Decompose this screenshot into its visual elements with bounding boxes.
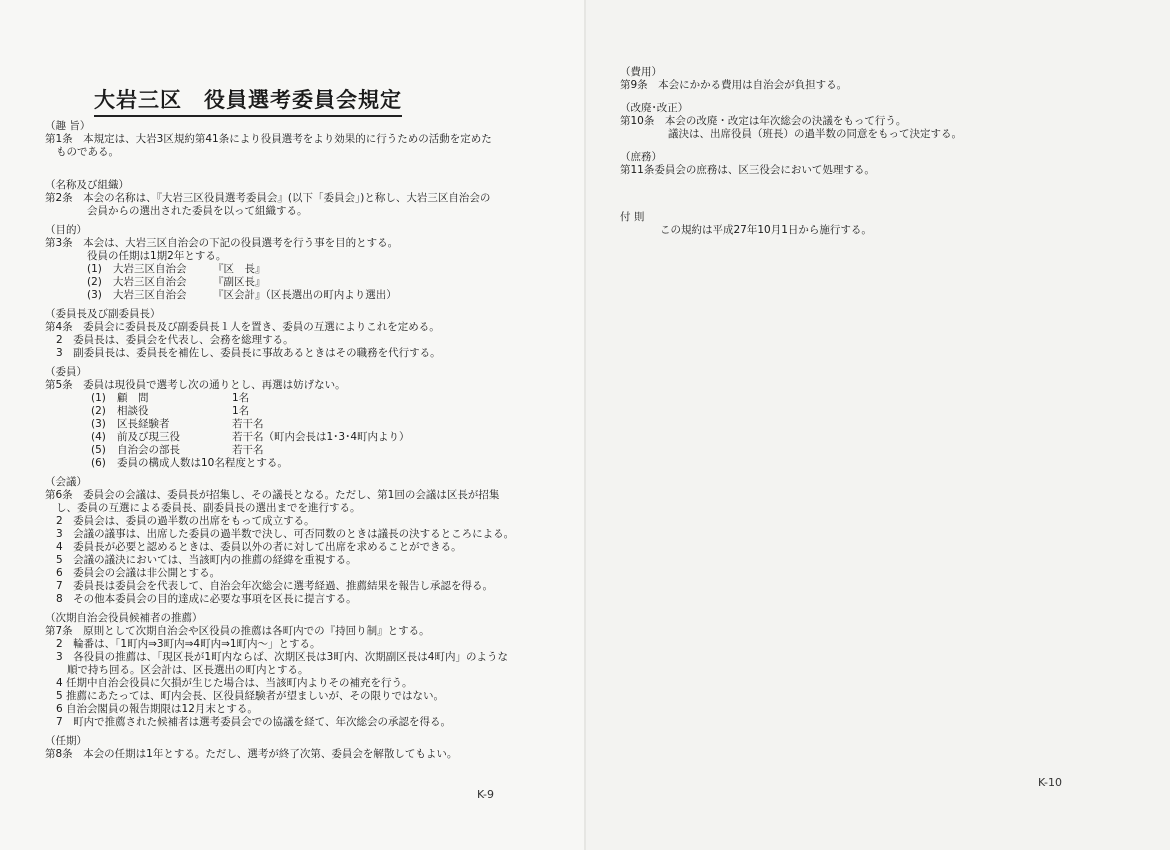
article-7-line: 第7条 原則として次期自治会や区役員の推薦は各町内での『持回り制』とする。 [45, 625, 430, 637]
list-item: (5) 自治会の部長 若干名 [91, 444, 264, 456]
section-amendment [620, 102, 1150, 141]
list-item: (3) 区長経験者 若干名 [91, 418, 264, 430]
article-6-line: 8 その他本委員会の目的達成に必要な事項を区長に提言する。 [56, 593, 357, 605]
article-3-line: 役員の任期は1期2年とする。 [87, 250, 227, 262]
section-heading: （名称及び組織） [45, 179, 129, 191]
article-6-line: 3 会議の議事は、出席した委員の過半数で決し、可否同数のときは議長の決するところによる。 [56, 528, 515, 540]
section-heading: （委員） [45, 366, 87, 378]
article-6-line: 6 委員会の会議は非公開とする。 [56, 567, 221, 579]
article-2-line: 第2条 本会の名称は、『大岩三区役員選考委員会』(以下「委員会」)と称し、大岩三区自治会の [45, 192, 491, 204]
article-1-line: ものである。 [56, 146, 119, 158]
section-members [45, 366, 565, 470]
article-6-line: 5 会議の議決においては、当該町内の推薦の経緯を重視する。 [56, 554, 357, 566]
left-column [45, 120, 565, 767]
article-5-line: 第5条 委員は現役員で選考し次の通りとし、再選は妨げない。 [45, 379, 346, 391]
section-purpose [45, 120, 565, 159]
article-6-line: 2 委員会は、委員の過半数の出席をもって成立する。 [56, 515, 315, 527]
article-7-line: 順で持ち回る。区会計は、区長選出の町内とする。 [67, 664, 309, 676]
section-heading: （趣 旨） [45, 120, 91, 132]
article-6-line: 7 委員長は委員会を代表して、自治会年次総会に選考経過、推薦結果を報告し承認を得る。 [56, 580, 493, 592]
section-heading: （費用） [620, 66, 662, 78]
section-nomination [45, 612, 565, 729]
section-heading: （委員長及び副委員長） [45, 308, 161, 320]
article-10-line: 第10条 本会の改廃・改定は年次総会の決議をもって行う。 [620, 115, 907, 127]
section-heading: （庶務） [620, 151, 662, 163]
article-7-line: 3 各役員の推薦は、「現区長が1町内ならば、次期区長は3町内、次期副区長は4町内」のような [56, 651, 508, 663]
list-item: (1) 顧 問 1名 [91, 392, 250, 404]
list-item: (4) 前及び現三役 若干名（町内会長は1･3･4町内より） [91, 431, 410, 443]
article-4-line: 2 委員長は、委員会を代表し、会務を総理する。 [56, 334, 294, 346]
article-1-line: 第1条 本規定は、大岩3区規約第41条により役員選考をより効果的に行うための活動を定めた [45, 133, 492, 145]
article-4-line: 第4条 委員会に委員長及び副委員長１人を置き、委員の互選によりこれを定める。 [45, 321, 440, 333]
section-name-organization [45, 179, 565, 218]
section-heading: （改廃･改正） [620, 102, 689, 114]
article-6-line: 4 委員長が必要と認めるときは、委員以外の者に対して出席を求めることができる。 [56, 541, 462, 553]
article-3-line: 第3条 本会は、大岩三区自治会の下記の役員選考を行う事を目的とする。 [45, 237, 399, 249]
article-7-line: 2 輪番は、「1町内⇒3町内⇒4町内⇒1町内～」とする。 [56, 638, 321, 650]
section-expenses [620, 66, 1150, 92]
section-heading: （会議） [45, 476, 87, 488]
article-7-line: 4 任期中自治会役員に欠損が生じた場合は、当該町内よりその補充を行う。 [56, 677, 413, 689]
list-item: (2) 大岩三区自治会 『副区長』 [87, 276, 266, 288]
document-title: 大岩三区 役員選考委員会規定 [94, 84, 402, 117]
supplementary-line: この規約は平成27年10月1日から施行する。 [660, 224, 872, 236]
article-7-line: 5 推薦にあたっては、町内会長、区役員経験者が望ましいが、その限りではない。 [56, 690, 445, 702]
article-8-line: 第8条 本会の任期は1年とする。ただし、選考が終了次第、委員会を解散してもよい。 [45, 748, 458, 760]
section-term [45, 735, 565, 761]
section-chair [45, 308, 565, 360]
section-supplementary [620, 211, 1150, 237]
section-heading: （任期） [45, 735, 87, 747]
article-7-line: 7 町内で推薦された候補者は選考委員会での協議を経て、年次総会の承認を得る。 [56, 716, 451, 728]
page-number: K-10 [1038, 776, 1063, 789]
article-2-line: 会員からの選出された委員を以って組織する。 [87, 205, 308, 217]
section-heading: （次期自治会役員候補者の推薦） [45, 612, 203, 624]
article-4-line: 3 副委員長は、委員長を補佐し、委員長に事故あるときはその職務を代行する。 [56, 347, 441, 359]
article-6-line: 第6条 委員会の会議は、委員長が招集し、その議長となる。ただし、第1回の会議は区長が招集 [45, 489, 500, 501]
article-9-line: 第9条 本会にかかる費用は自治会が負担する。 [620, 79, 848, 91]
page-fold [584, 0, 586, 850]
list-item: (6) 委員の構成人数は10名程度とする。 [91, 457, 288, 469]
section-heading: 付 則 [620, 211, 645, 223]
article-11-line: 第11条委員会の庶務は、区三役会において処理する。 [620, 164, 875, 176]
list-item: (3) 大岩三区自治会 『区会計』（区長選出の町内より選出） [87, 289, 397, 301]
list-item: (1) 大岩三区自治会 『区 長』 [87, 263, 266, 275]
article-7-line: 6 自治会閣員の報告期限は12月末とする。 [56, 703, 258, 715]
section-heading: （目的） [45, 224, 87, 236]
page-number: K-9 [477, 788, 495, 801]
section-objective [45, 224, 565, 302]
section-meetings [45, 476, 565, 606]
article-6-line: し、委員の互選による委員長、副委員長の選出までを進行する。 [56, 502, 361, 514]
article-10-line: 議決は、出席役員（班長）の過半数の同意をもって決定する。 [668, 128, 962, 140]
list-item: (2) 相談役 1名 [91, 405, 250, 417]
section-general-affairs [620, 151, 1150, 177]
right-column [620, 66, 1150, 243]
